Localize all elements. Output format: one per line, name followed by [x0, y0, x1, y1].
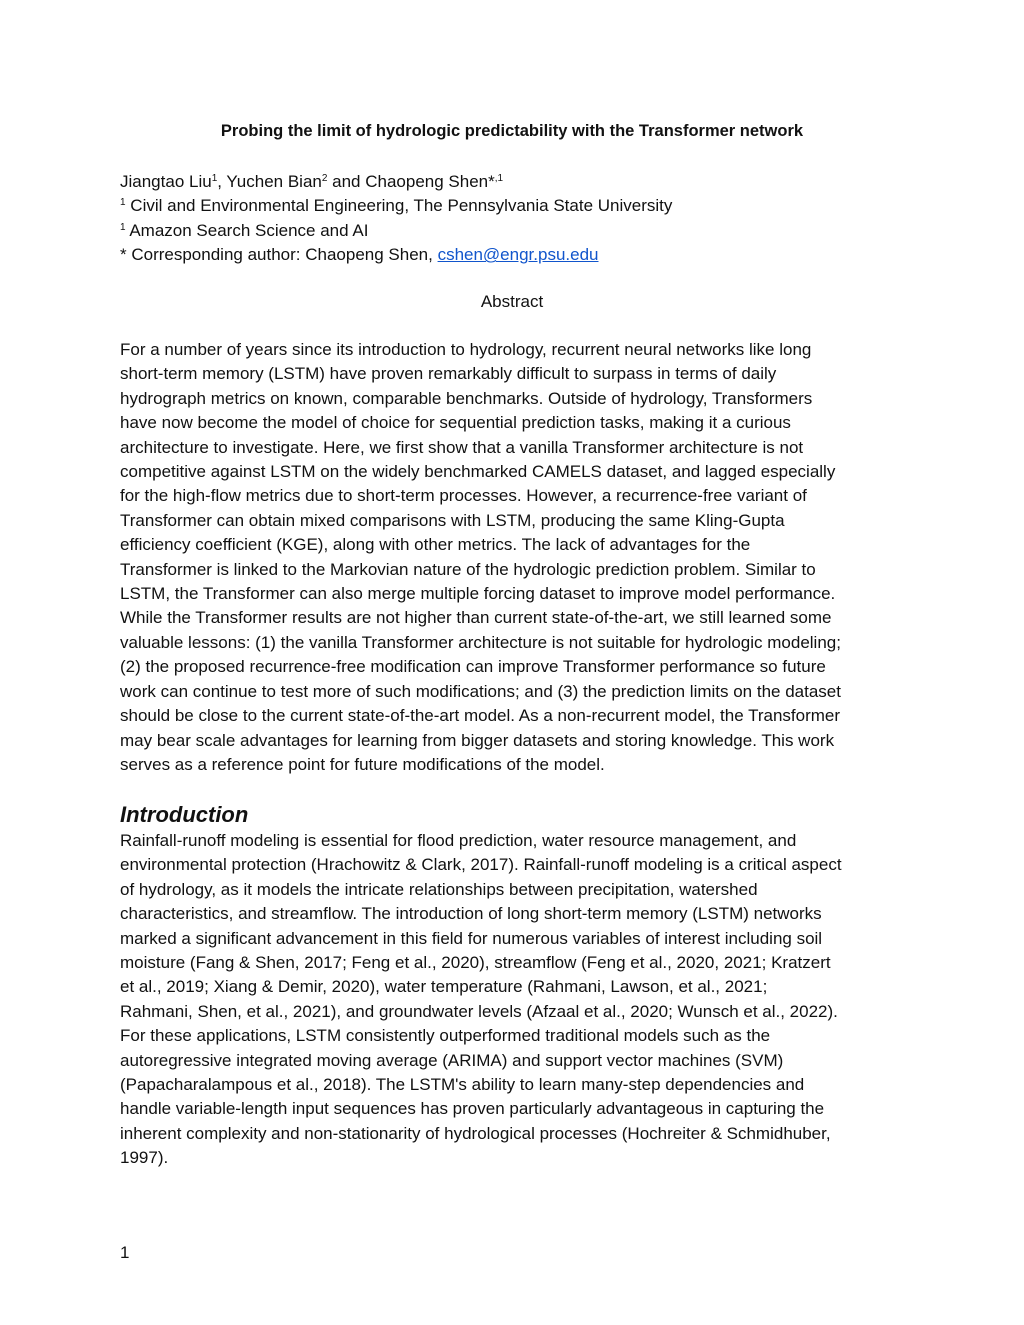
corresponding-author-label: * Corresponding author: Chaopeng Shen, [120, 245, 438, 265]
text-line: For a number of years since its introduction to hydrology, recurrent neural networks like long [120, 340, 812, 359]
author-name: Jiangtao Liu [120, 172, 212, 191]
text-line: efficiency coefficient (KGE), along with other metrics. The lack of advantages for the [120, 535, 751, 555]
text-line: (Papacharalampous et al., 2018). The LSTM's ability to learn many-step dependencies and [120, 1075, 805, 1095]
text-line: may bear scale advantages for learning from bigger datasets and storing knowledge. This work [120, 730, 835, 750]
text-line: marked a significant advancement in this field for numerous variables of interest including soil [120, 928, 823, 948]
author-affiliation-marker: 1 [211, 173, 218, 184]
text-line: For these applications, LSTM consistently outperformed traditional models such as the [120, 1026, 771, 1046]
text-line: (2) the proposed recurrence-free modification can improve Transformer performance so future [120, 657, 826, 677]
author-separator: and [327, 172, 366, 191]
corresponding-author-line [120, 243, 672, 267]
affiliation-text: Amazon Search Science and AI [125, 220, 369, 240]
text-line: moisture (Fang & Shen, 2017; Feng et al., 2020), streamflow (Feng et al., 2020, 2021; Kratzert [120, 953, 831, 973]
abstract-heading: Abstract [480, 292, 544, 311]
text-line: architecture to investigate. Here, we first show that a vanilla Transformer architecture is not [120, 437, 804, 457]
text-line: environmental protection (Hrachowitz & Clark, 2017). Rainfall-runoff modeling is a critical aspect [120, 855, 842, 875]
affiliation-marker: 1 [120, 221, 126, 233]
abstract-paragraph [120, 338, 910, 777]
affiliation-marker: 1 [120, 197, 126, 209]
text-line: inherent complexity and non-stationarity of hydrological processes (Hochreiter & Schmidhuber, [120, 1123, 831, 1143]
text-line: Transformer is linked to the Markovian nature of the hydrologic prediction problem. Similar to [120, 559, 816, 579]
text-line: have now become the model of choice for sequential prediction tasks, making it a curious [120, 413, 791, 433]
introduction-heading: Introduction [120, 802, 249, 827]
author-affiliation-marker: 2 [321, 173, 328, 184]
text-line: Transformer can obtain mixed comparisons with LSTM, producing the same Kling-Gupta [120, 510, 785, 530]
affiliation-line [120, 219, 672, 243]
author-affiliation-marker: ,1 [494, 173, 504, 184]
text-line: 1997). [120, 1148, 169, 1168]
text-line: hydrograph metrics on known, comparable benchmarks. Outside of hydrology, Transformers [120, 388, 813, 408]
text-line: et al., 2019; Xiang & Demir, 2020), water temperature (Rahmani, Lawson, et al., 2021; [120, 977, 768, 997]
text-line: of hydrology, as it models the intricate relationships between precipitation, watershed [120, 879, 758, 899]
author-name: Chaopeng Shen* [365, 172, 495, 191]
text-line: Rahmani, Shen, et al., 2021), and groundwater levels (Afzaal et al., 2020; Wunsch et al., 2022). [120, 1001, 838, 1021]
author-separator: , [217, 172, 227, 191]
text-line: competitive against LSTM on the widely benchmarked CAMELS dataset, and lagged especially [120, 462, 836, 482]
text-line: While the Transformer results are not higher than current state-of-the-art, we still learned some [120, 608, 832, 628]
text-line: short-term memory (LSTM) have proven remarkably difficult to surpass in terms of daily [120, 364, 777, 384]
text-line: Rainfall-runoff modeling is essential for flood prediction, water resource management, and [120, 831, 797, 850]
text-line: serves as a reference point for future modifications of the model. [120, 754, 605, 774]
text-line: autoregressive integrated moving average (ARIMA) and support vector machines (SVM) [120, 1050, 784, 1070]
author-line [120, 170, 672, 194]
author-block [120, 170, 672, 268]
text-line: characteristics, and streamflow. The introduction of long short-term memory (LSTM) networks [120, 904, 822, 924]
text-line: LSTM, the Transformer can also merge multiple forcing dataset to improve model performance. [120, 584, 836, 604]
text-line: handle variable-length input sequences has proven particularly advantageous in capturing the [120, 1099, 825, 1119]
affiliation-text: Civil and Environmental Engineering, The Pennsylvania State University [125, 196, 673, 216]
corresponding-email-link[interactable]: cshen@engr.psu.edu [437, 245, 599, 265]
affiliation-line [120, 194, 672, 218]
author-name: Yuchen Bian [226, 172, 322, 191]
page-number: 1 [120, 1243, 130, 1262]
introduction-paragraph [120, 829, 910, 1171]
text-line: valuable lessons: (1) the vanilla Transformer architecture is not suitable for hydrologic modeling; [120, 632, 841, 652]
text-line: should be close to the current state-of-the-art model. As a non-recurrent model, the Transformer [120, 706, 841, 726]
text-line: work can continue to test more of such modifications; and (3) the prediction limits on the dataset [120, 681, 841, 701]
paper-title: Probing the limit of hydrologic predictability with the Transformer network [220, 122, 804, 140]
text-line: for the high-flow metrics due to short-term processes. However, a recurrence-free variant of [120, 486, 807, 506]
